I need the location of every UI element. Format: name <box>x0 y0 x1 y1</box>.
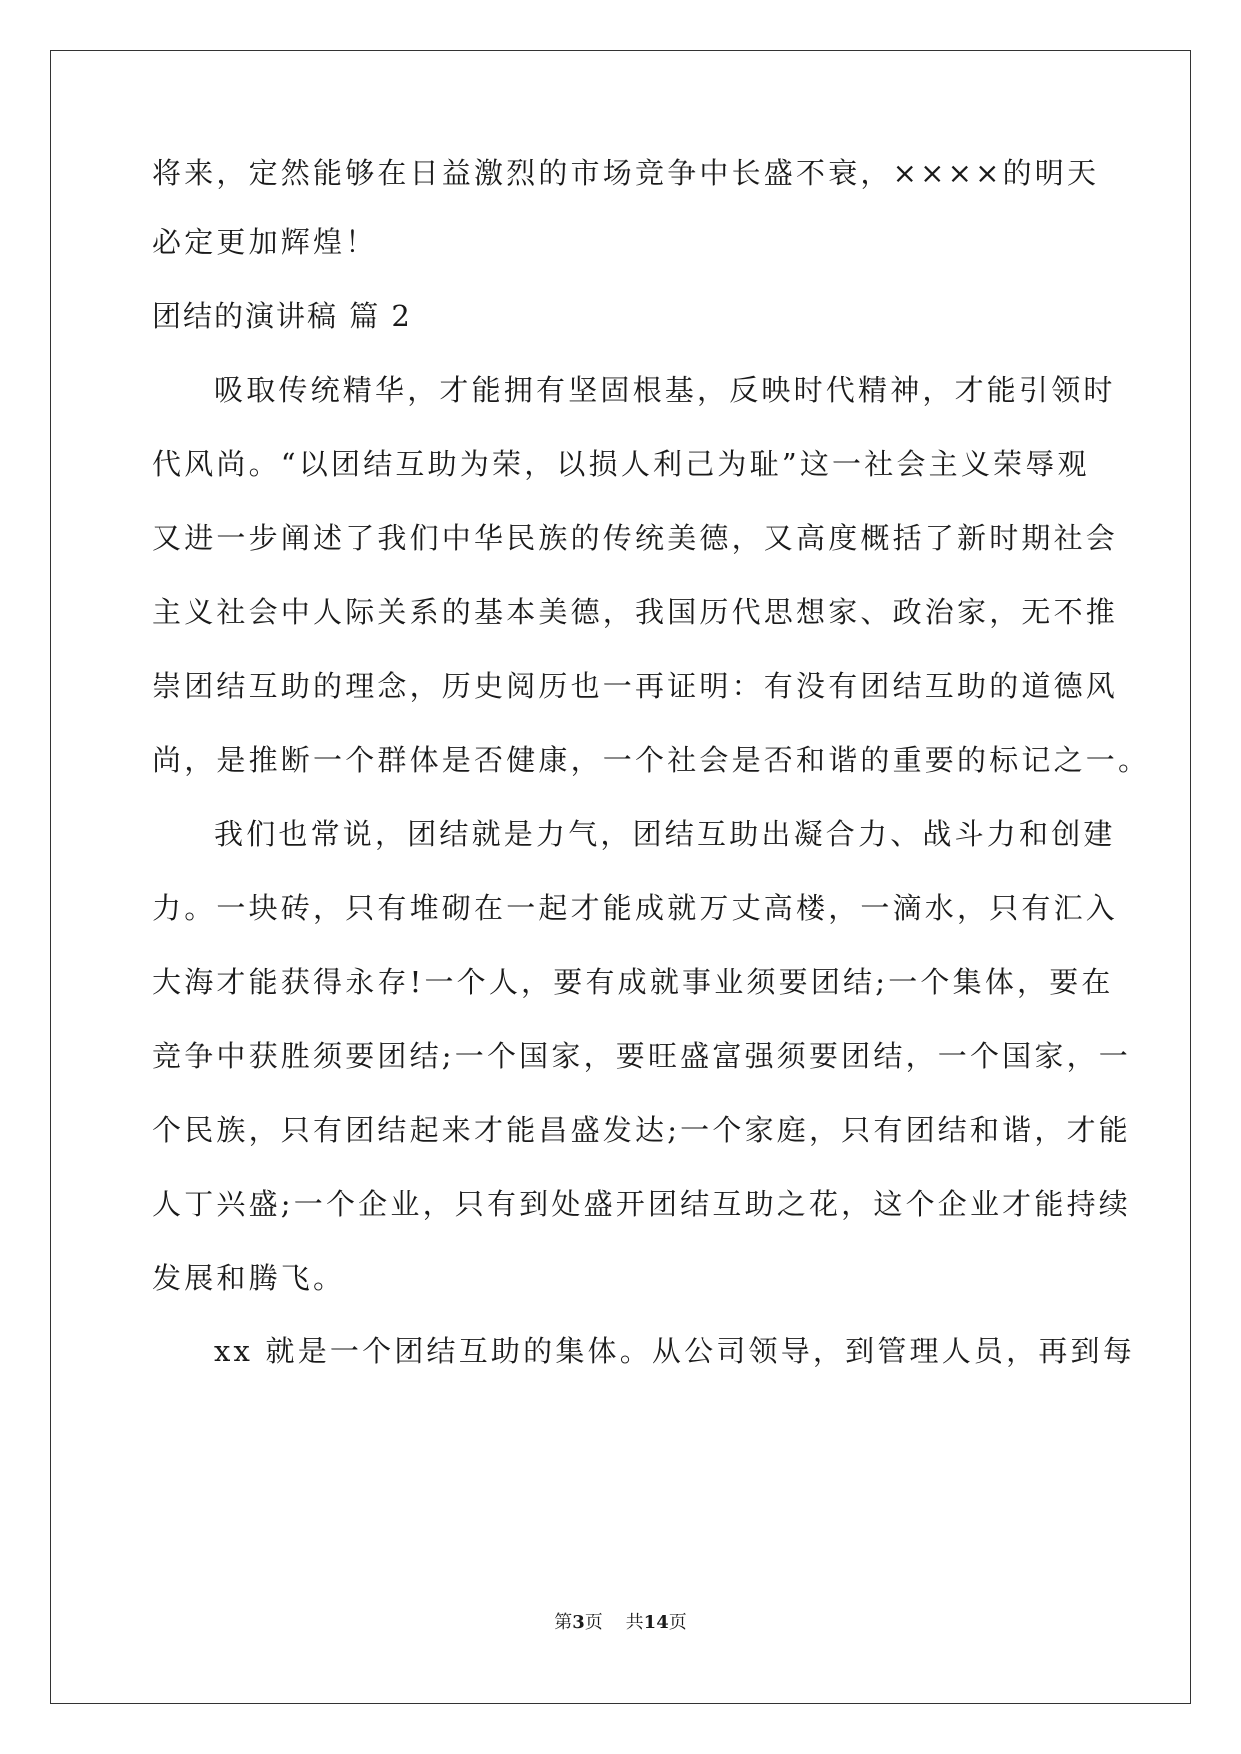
total-suffix: 页 <box>668 1612 687 1633</box>
section-heading: 团结的演讲稿 篇 2 <box>152 299 412 333</box>
body-text-line: 尚，是推断一个群体是否健康，一个社会是否和谐的重要的标记之一。 <box>152 743 1151 777</box>
page-footer <box>0 1611 1241 1635</box>
total-page-number: 14 <box>643 1612 669 1633</box>
body-text-line: 将来，定然能够在日益激烈的市场竞争中长盛不衰，××××的明天 <box>152 156 1100 190</box>
body-text-line: 个民族，只有团结起来才能昌盛发达;一个家庭，只有团结和谐，才能 <box>152 1113 1131 1147</box>
body-text-line: xx 就是一个团结互助的集体。从公司领导，到管理人员，再到每 <box>214 1334 1135 1368</box>
body-text-line: 人丁兴盛;一个企业，只有到处盛开团结互助之花，这个企业才能持续 <box>152 1187 1131 1221</box>
body-text-line: 我们也常说，团结就是力气，团结互助出凝合力、战斗力和创建 <box>214 817 1116 851</box>
body-text-line: 主义社会中人际关系的基本美德，我国历代思想家、政治家，无不推 <box>152 595 1119 629</box>
body-text-line: 力。一块砖，只有堆砌在一起才能成就万丈高楼，一滴水，只有汇入 <box>152 891 1119 925</box>
body-text-line: 吸取传统精华，才能拥有坚固根基，反映时代精神，才能引领时 <box>214 373 1116 407</box>
body-text-line: 竞争中获胜须要团结;一个国家，要旺盛富强须要团结，一个国家，一 <box>152 1039 1131 1073</box>
body-text-line: 必定更加辉煌！ <box>152 225 378 259</box>
current-page-number: 3 <box>572 1612 585 1633</box>
body-text-line: 崇团结互助的理念，历史阅历也一再证明：有没有团结互助的道德风 <box>152 669 1119 703</box>
body-text-line: 大海才能获得永存!一个人，要有成就事业须要团结;一个集体，要在 <box>152 965 1114 999</box>
page-prefix: 第 <box>554 1612 573 1633</box>
body-text-line: 发展和腾飞。 <box>152 1261 346 1295</box>
total-prefix: 共 <box>625 1612 644 1633</box>
body-text-line: 代风尚。“以团结互助为荣，以损人利己为耻”这一社会主义荣辱观 <box>152 447 1090 481</box>
page-suffix: 页 <box>584 1612 603 1633</box>
body-text-line: 又进一步阐述了我们中华民族的传统美德，又高度概括了新时期社会 <box>152 521 1119 555</box>
